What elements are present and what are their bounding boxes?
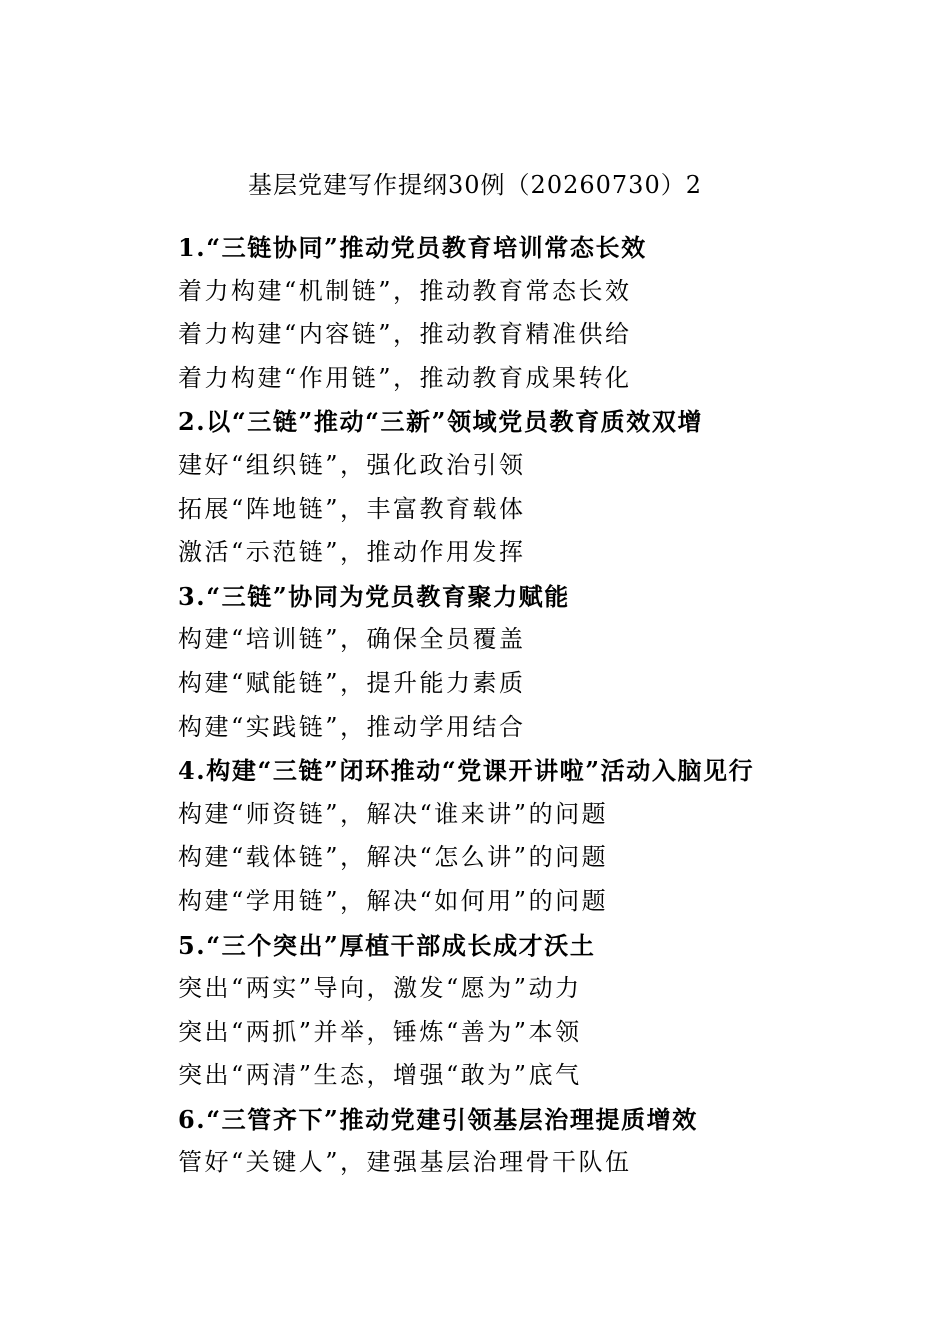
section-heading: 2.以“三链”推动“三新”领域党员教育质效双增 [178, 407, 704, 437]
section-item: 突出“两抓”并举，锤炼“善为”本领 [178, 1017, 582, 1046]
section-item: 建好“组织链”，强化政治引领 [178, 450, 526, 479]
section-item: 突出“两清”生态，增强“敢为”底气 [178, 1061, 582, 1090]
section-item: 构建“实践链”，推动学用结合 [178, 712, 526, 741]
section-item: 管好“关键人”，建强基层治理骨干队伍 [178, 1148, 632, 1177]
section-heading: 3.“三链”协同为党员教育聚力赋能 [178, 581, 570, 611]
section-heading: 6.“三管齐下”推动党建引领基层治理提质增效 [178, 1104, 698, 1134]
section-item: 着力构建“内容链”，推动教育精准供给 [178, 320, 632, 349]
section-item: 着力构建“作用链”，推动教育成果转化 [178, 363, 632, 392]
section-item: 突出“两实”导向，激发“愿为”动力 [178, 974, 582, 1003]
section-item: 构建“赋能链”，提升能力素质 [178, 668, 526, 697]
section-item: 拓展“阵地链”，丰富教育载体 [178, 494, 526, 523]
section-item: 构建“培训链”，确保全员覆盖 [178, 625, 526, 654]
document-title: 基层党建写作提纲30例（20260730）2 [248, 171, 702, 199]
section-item: 构建“学用链”，解决“如何用”的问题 [178, 886, 609, 915]
section-item: 构建“师资链”，解决“谁来讲”的问题 [178, 799, 609, 828]
section-heading: 4.构建“三链”闭环推动“党课开讲啦”活动入脑见行 [178, 756, 755, 786]
section-heading: 1.“三链协同”推动党员教育培训常态长效 [178, 233, 647, 262]
section-item: 着力构建“机制链”，推动教育常态长效 [178, 276, 632, 305]
section-item: 构建“载体链”，解决“怎么讲”的问题 [178, 843, 609, 872]
section-heading: 5.“三个突出”厚植干部成长成才沃土 [178, 930, 596, 960]
document-body [178, 226, 878, 1185]
section-item: 激活“示范链”，推动作用发挥 [178, 538, 526, 567]
